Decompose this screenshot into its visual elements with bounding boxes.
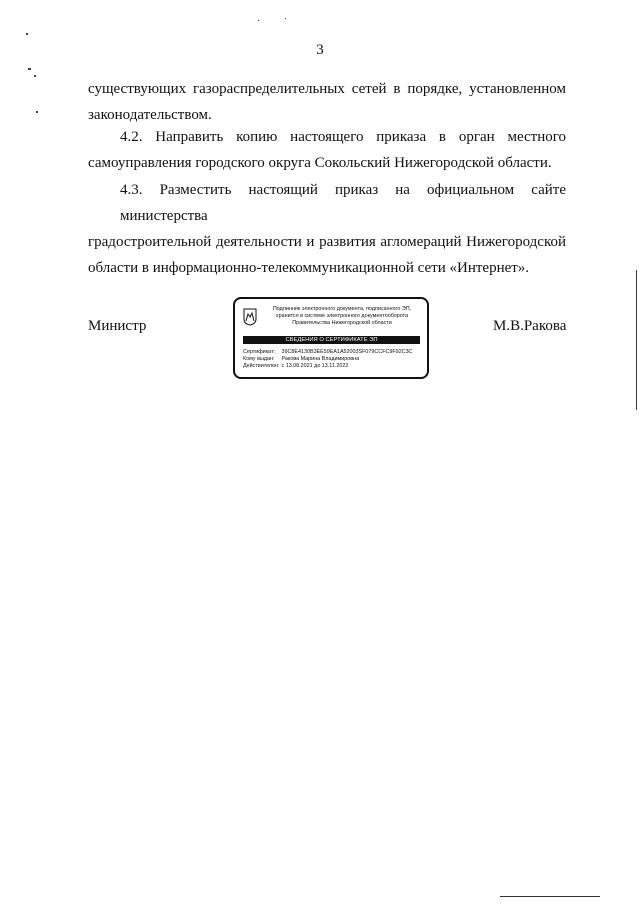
text-line: 4.3. Разместить настоящий приказ на официальном сайте министерства xyxy=(120,182,566,224)
signatory-name: М.В.Ракова xyxy=(493,318,567,334)
stamp-value: с 13.08.2021 до 13.11.2022 xyxy=(281,363,349,369)
stamp-row-certificate xyxy=(243,349,423,356)
scan-speck xyxy=(285,18,286,19)
text-line: существующих газораспределительных сетей в порядке, установленном xyxy=(88,81,566,97)
page-number: 3 xyxy=(316,42,324,58)
scan-speck xyxy=(28,68,31,70)
stamp-row-valid xyxy=(243,363,423,370)
stamp-header-line: Подлинник электронного документа, подписанного ЭП, xyxy=(272,306,412,312)
stamp-label: Сертификат: xyxy=(243,349,276,355)
stamp-value: 39C8E4130B3EE59EA1A52003SF079CCFC9F92C3C xyxy=(281,349,413,355)
stamp-header-line: Правительства Нижегородской области xyxy=(292,320,392,326)
scan-speck xyxy=(258,20,259,21)
stamp-label: Действителен: xyxy=(243,363,280,369)
paragraph-continuation xyxy=(88,76,566,128)
electronic-signature-stamp xyxy=(233,297,429,379)
stamp-label: Кому выдан: xyxy=(243,356,275,362)
stamp-title-bar: СВЕДЕНИЯ О СЕРТИФИКАТЕ ЭП xyxy=(243,336,420,344)
scan-edge-line xyxy=(500,896,600,897)
text-line: градостроительной деятельности и развития агломераций Нижегородской xyxy=(88,234,566,250)
text-line: 4.2. Направить копию настоящего приказа в орган местного xyxy=(120,129,566,145)
scan-edge-line xyxy=(636,270,637,410)
stamp-row-issued xyxy=(243,356,423,363)
paragraph-4-3 xyxy=(88,177,566,281)
scan-speck xyxy=(26,33,28,35)
signatory-position: Министр xyxy=(88,318,147,334)
scan-speck xyxy=(36,111,38,113)
stamp-details xyxy=(243,349,423,370)
text-line: области в информационно-телекоммуникационной сети «Интернет». xyxy=(88,260,530,276)
scan-speck xyxy=(34,75,36,77)
coat-of-arms-icon xyxy=(243,308,257,326)
text-line: законодательством. xyxy=(88,107,212,123)
paragraph-4-2 xyxy=(88,124,566,176)
stamp-header xyxy=(259,306,425,327)
stamp-value: Ракова Марина Владимировна xyxy=(281,356,360,362)
stamp-header-line: хранится в системе электронного документооборота xyxy=(275,313,409,319)
text-line: самоуправления городского округа Сокольский Нижегородской области. xyxy=(88,155,552,171)
